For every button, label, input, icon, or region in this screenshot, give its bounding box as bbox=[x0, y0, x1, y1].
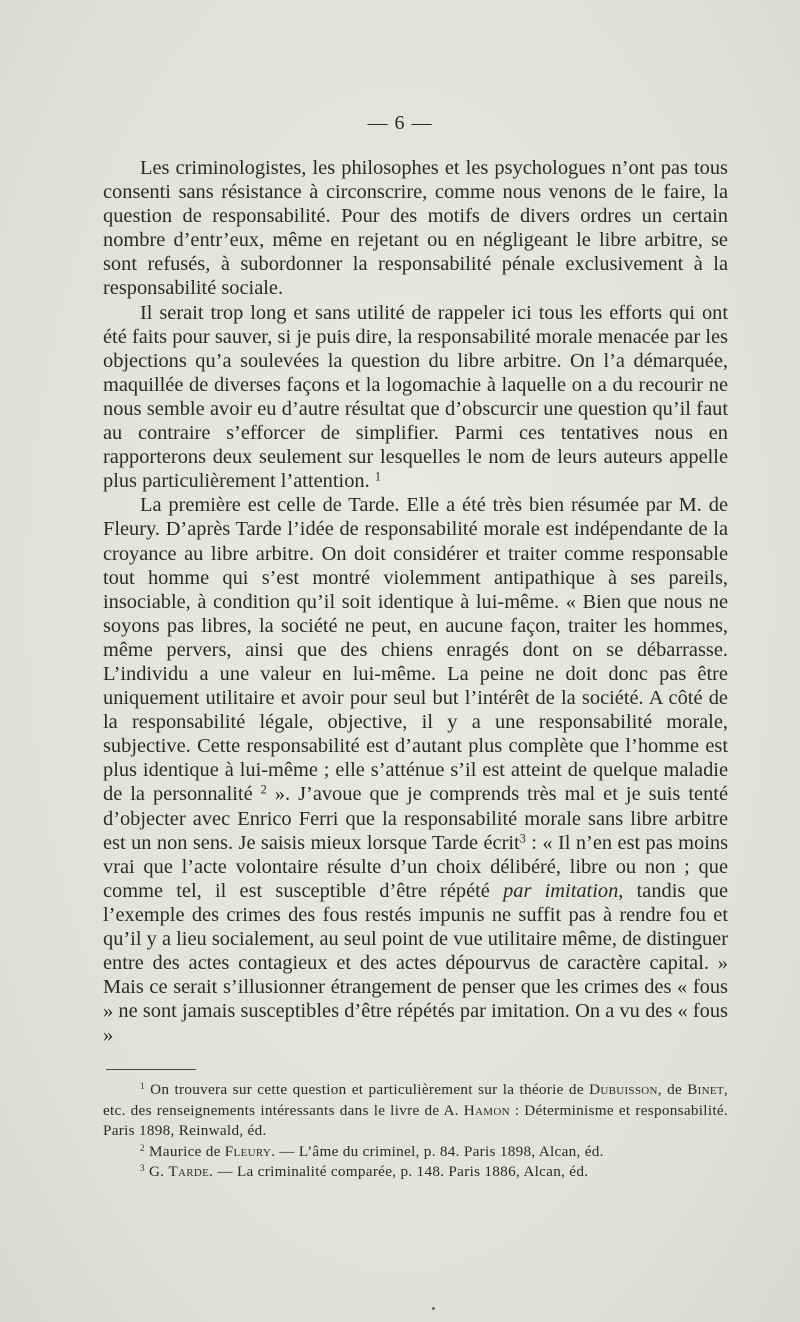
footnote-number: 1 bbox=[140, 1080, 145, 1091]
footnote-text: On trouvera sur cette question et particulièrement sur la théorie de bbox=[150, 1081, 590, 1098]
footnote-number: 3 bbox=[140, 1163, 145, 1174]
footnote-text: : Déterminisme et responsabilité. Paris 1898, Reinwald, éd. bbox=[103, 1101, 729, 1140]
footnote-ref[interactable]: 1 bbox=[374, 469, 381, 484]
footnote-text: , etc. des renseignements intéressants dans le livre de A. bbox=[103, 1081, 729, 1119]
author-name: Binet bbox=[687, 1081, 724, 1098]
footnote-text: Maurice de bbox=[148, 1142, 225, 1160]
paragraph-text: tandis que l’exemple des crimes des fous restés impunis ne suffit pas à rendre fou et qu’il y a lieu socialement, au seul point de vue utilitaire même, de distinguer entre des actes contagieux et des actes dépourvus de caractère capital. » Mais ce serait s’illusionner étrangement de penser que les crimes des « fous » ne sont jamais susceptibles d’être répétés par imitation. On a vu des « fous » bbox=[103, 879, 728, 1047]
paragraph-text: La première est celle de Tarde. Elle a été très bien résumée par M. de Fleury. D’après Tarde l’idée de responsabilité morale est indépendante de la croyance au libre arbitre. On doit considérer et traiter comme responsable tout homme qui s’est montré violemment antipathique à ses pareils, insociable, à condition qu’il soit identique à lui-même. « Bien que nous ne soyons pas libres, la société ne peut, en aucune façon, traiter les hommes, même pervers, ainsi que des chiens enragés dont on se débarrasse. L’individu a une valeur en lui-même. La peine ne doit donc pas être uniquement utilitaire et avoir pour seul but l’intérêt de la société. A côté de la responsabilité légale, objective, il y a une responsabilité morale, subjective. Cette responsabilité est d’autant plus complète que l’homme est plus identique à lui-même ; elle s’atténue s’il est atteint de quelque maladie de la personnalité bbox=[103, 494, 728, 806]
footnote bbox=[103, 1080, 728, 1142]
footnote-ref[interactable]: 2 bbox=[260, 782, 267, 797]
footnote-divider bbox=[106, 1069, 196, 1070]
paragraph-text: : « Il n’en est pas moins vrai que l’acte volontaire résulte d’un choix délibéré, libre ou non ; que comme tel, il est susceptible d’être répété bbox=[103, 831, 729, 902]
paragraph-text: ». J’avoue que je comprends très mal et je suis tenté d’objecter avec Enrico Ferri que la responsabilité morale sans libre arbitre est un non sens. Je saisis mieux lorsque Tarde écrit bbox=[103, 783, 728, 854]
footnote-text: , de bbox=[657, 1081, 688, 1098]
italic-text: par imitation, bbox=[503, 879, 624, 902]
footnotes bbox=[103, 1080, 728, 1183]
footnote-text: . — L’âme du criminel, p. 84. Paris 1898, Alcan, éd. bbox=[271, 1142, 604, 1160]
footnote-ref[interactable]: 3 bbox=[519, 830, 526, 845]
author-name: Fleury bbox=[224, 1142, 272, 1160]
author-name: Tarde bbox=[168, 1163, 210, 1181]
page-number: — 6 — bbox=[367, 112, 433, 134]
paragraph: Les criminologistes, les philosophes et les psychologues n’ont pas tous consenti sans résistance à circonscrire, comme nous venons de le faire, la question de responsabilité. Pour des motifs de divers ordres un certain nombre d’entr’eux, même en rejetant ou en négligeant le libre arbitre, se sont refusés, à subordonner la responsabilité pénale exclusivement à la responsabilité sociale. bbox=[103, 157, 728, 300]
author-name: Hamon bbox=[463, 1101, 510, 1119]
footnote bbox=[103, 1162, 728, 1183]
paragraph bbox=[103, 493, 728, 1047]
footnote-number: 2 bbox=[140, 1142, 145, 1153]
paragraph-text: Il serait trop long et sans utilité de rappeler ici tous les efforts qui ont été faits pour sauver, si je puis dire, la responsabilité morale menacée par les objections qu’a soulevées la question du libre arbitre. On l’a démarquée, maquillée de diverses façons et la logomachie à laquelle on a du recourir ne nous semble avoir eu d’autre résultat que d’obscurcir une question qu’il faut au contraire s’efforcer de simplifier. Parmi ces tentatives nous en rapporterons deux seulement sur lesquelles le nom de leurs auteurs appelle plus particulièrement l’attention. bbox=[103, 301, 728, 493]
main-text bbox=[103, 156, 728, 1047]
footnote-text: G. bbox=[148, 1163, 169, 1181]
paragraph bbox=[103, 301, 728, 494]
footnote-text: . — La criminalité comparée, p. 148. Paris 1886, Alcan, éd. bbox=[209, 1163, 589, 1181]
footnote bbox=[103, 1142, 728, 1163]
ink-speck bbox=[432, 1307, 435, 1310]
author-name: Dubuisson bbox=[589, 1081, 658, 1098]
